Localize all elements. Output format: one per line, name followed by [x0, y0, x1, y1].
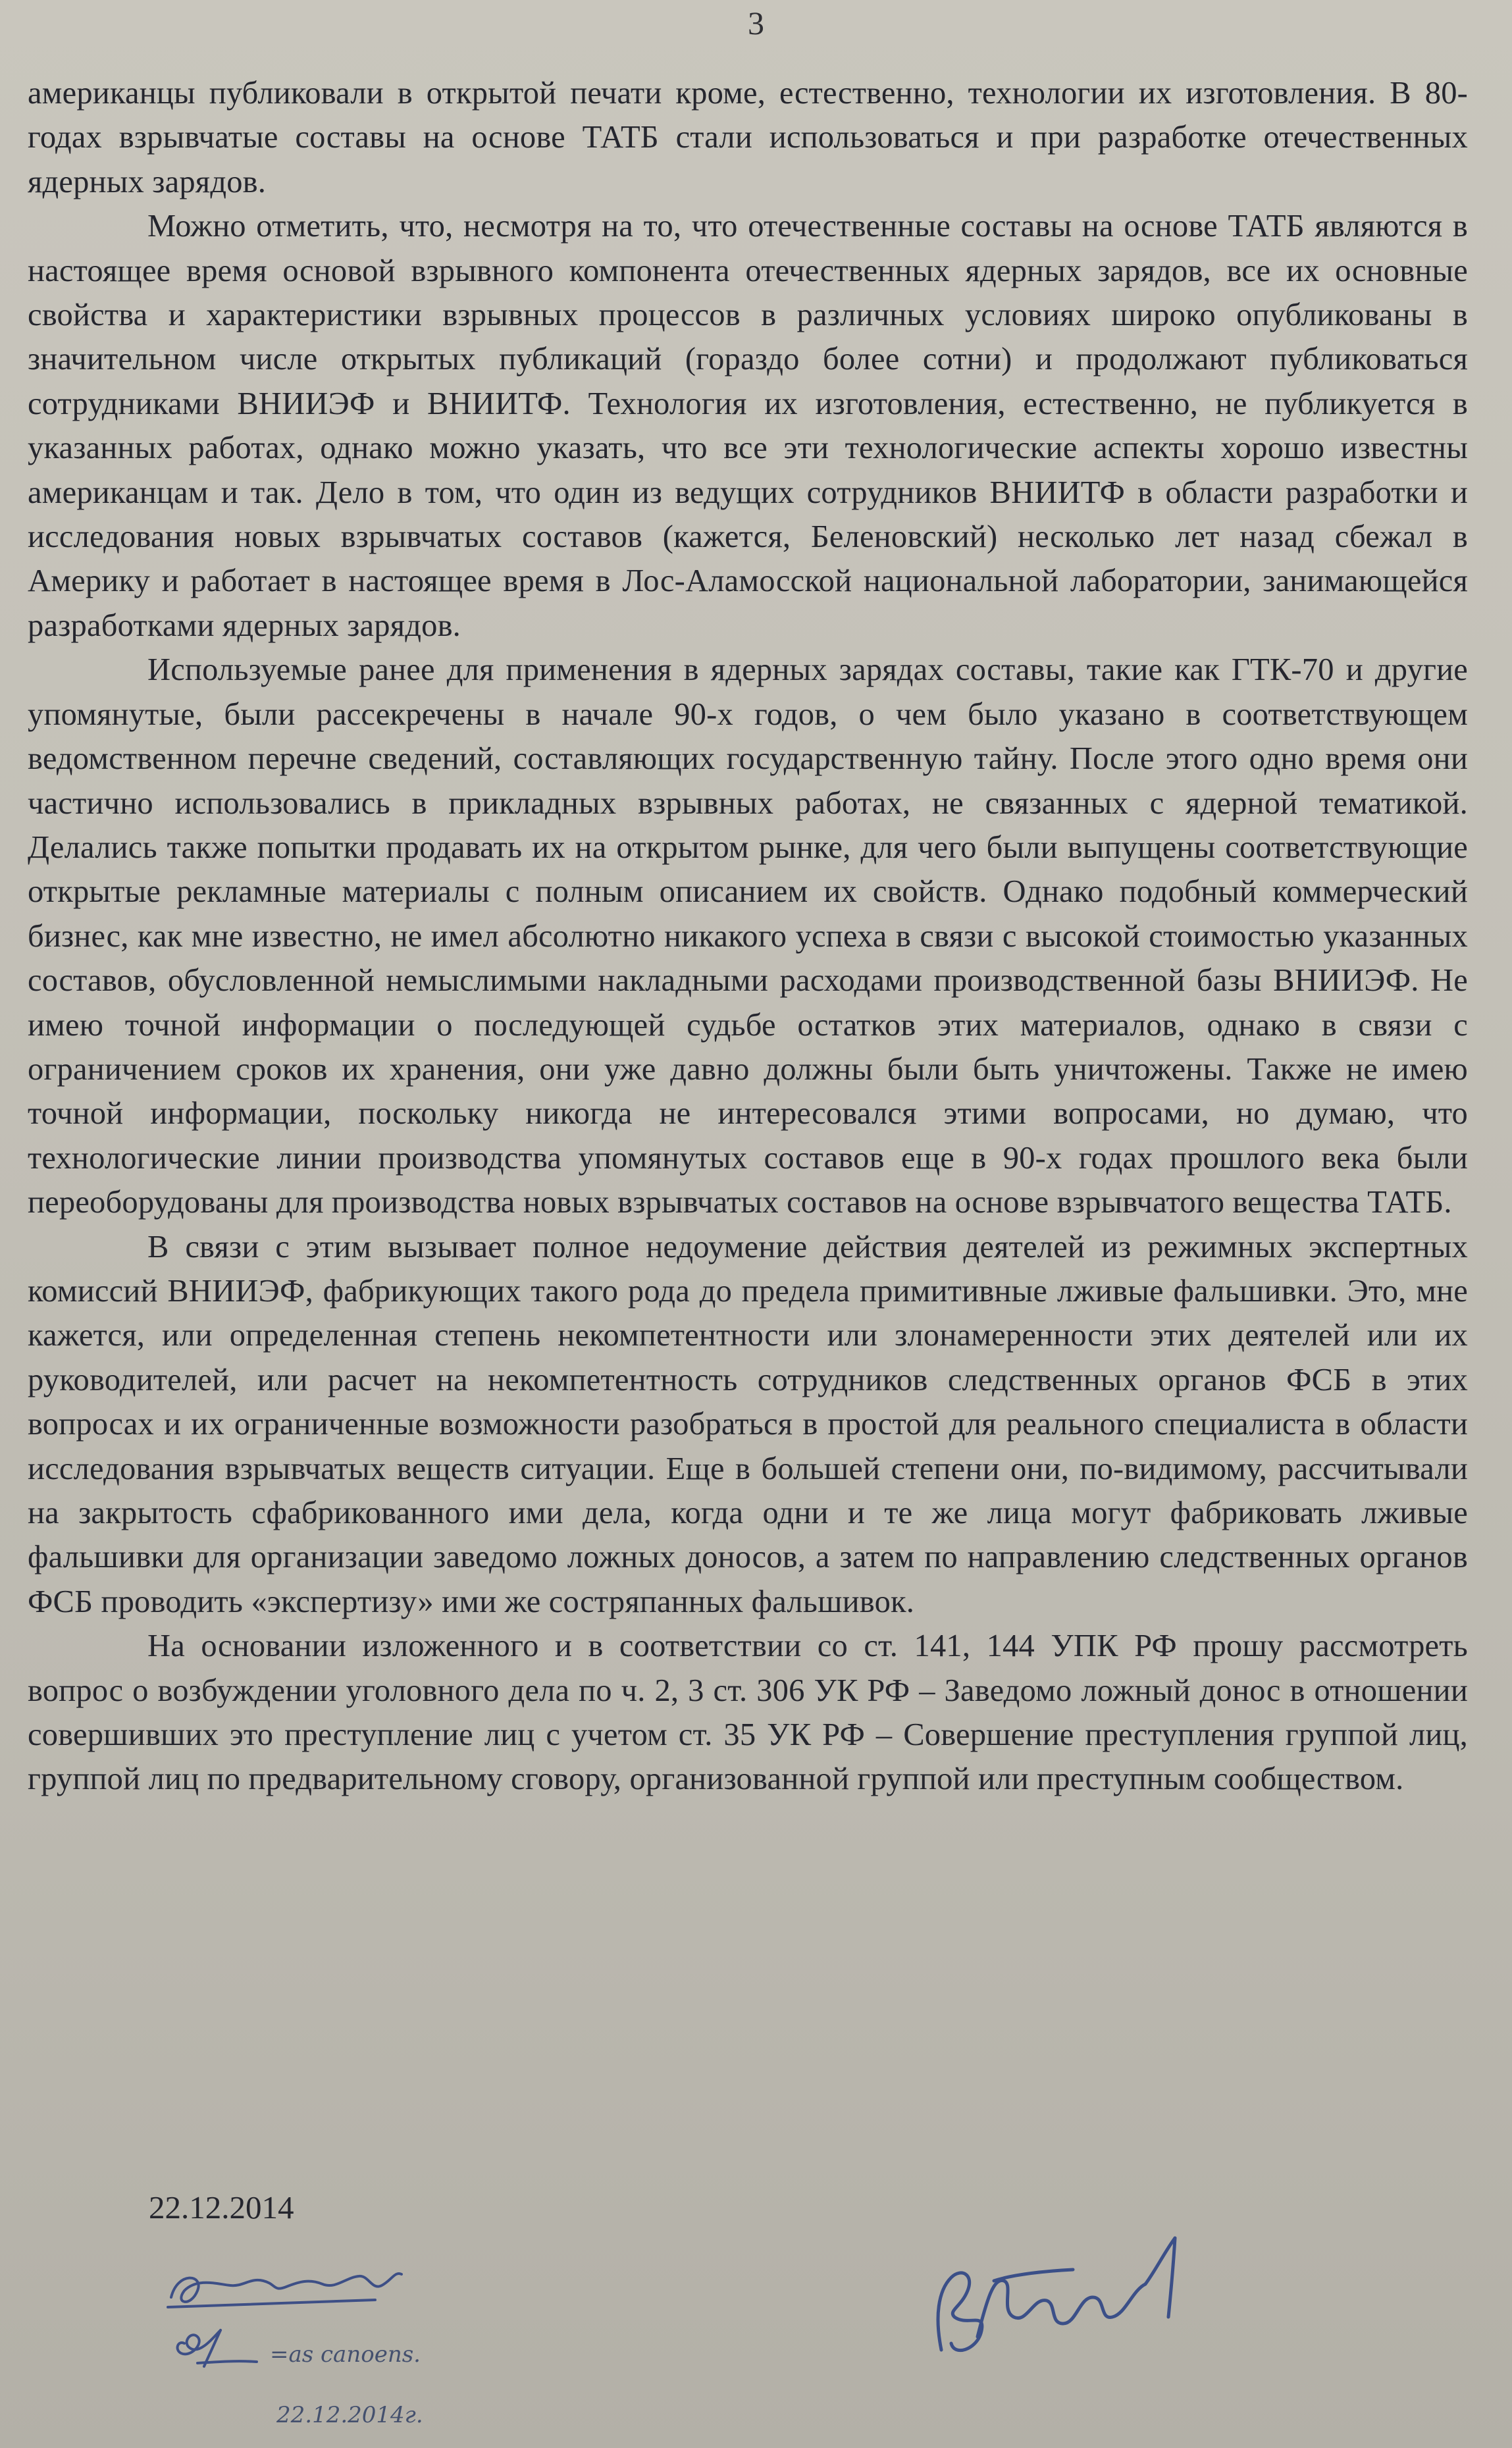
- paragraph-expert-commissions: В связи с этим вызывает полное недоумение действия деятелей из режимных экспертных комиссий ВНИИЭФ, фабрикующих такого рода до предела примитивные лживые фальшивки. Это, мне кажется, или определенная степень некомпетентности или злонамеренности этих деятелей или их руководителей, или расчет на некомпетентность сотрудников следственных органов ФСБ в этих вопросах и их ограниченные возможности разобраться в простой для реального специалиста в области исследования взрывчатых веществ ситуации. Еще в большей степени они, по-видимому, рассчитывали на закрытость сфабрикованного ими дела, когда одни и те же лица могут фабриковать лживые фальшивки для организации заведомо ложных доносов, а затем по направлению следственных органов ФСБ проводить «экспертизу» ими же состряпанных фальшивок.: [28, 1229, 1468, 1619]
- resolution-date: 22.12.2014г.: [276, 2402, 423, 2428]
- paragraph-declassified-compositions: Используемые ранее для применения в ядерных зарядах составы, такие как ГТК-70 и другие упомянутые, были рассекречены в начале 90-х годов, о чем было указано в соответствующем ведомственном перечне сведений, составляющих государственную тайну. После этого одно время они частично использовались в прикладных взрывных работах, не связанных с ядерной тематикой. Делались также попытки продавать их на открытом рынке, для чего были выпущены соответствующие открытые рекламные материалы с полным описанием их свойств. Однако подобный коммерческий бизнес, как мне известно, не имел абсолютно никакого успеха в связи с высокой стоимостью указанных составов, обусловленной немыслимыми накладными расходами производственной базы ВНИИЭФ. Не имею точной информации о последующей судьбе остатков этих материалов, однако в связи с ограничением сроков их хранения, они уже давно должны были быть уничтожены. Также не имею точной информации, поскольку никогда не интересовался этими вопросами, но думаю, что технологические линии производства упомянутых составов еще в 90-х годах прошлого века были переоборудованы для производства новых взрывчатых составов на основе взрывчатого вещества ТАТБ.: [28, 652, 1468, 1220]
- author-signature: [915, 2218, 1205, 2376]
- resolution-note: =as canoens.: [270, 2341, 421, 2368]
- document-date: 22.12.2014: [149, 2189, 294, 2226]
- page-number: 3: [748, 5, 764, 41]
- handwritten-resolution: [158, 2245, 632, 2442]
- document-body: [28, 71, 1468, 1802]
- paragraph-request: На основании изложенного и в соответствии со ст. 141, 144 УПК РФ прошу рассмотреть вопрос о возбуждении уголовного дела по ч. 2, 3 ст. 306 УК РФ – Заведомо ложный донос в отношении совершивших это преступление лиц с учетом ст. 35 УК РФ – Совершение преступления группой лиц, группой лиц по предварительному сговору, организованной группой или преступным сообществом.: [28, 1628, 1468, 1797]
- paragraph-continuation: американцы публиковали в открытой печати кроме, естественно, технологии их изготовления. В 80-годах взрывчатые составы на основе ТАТБ стали использоваться и при разработке отечественных ядерных зарядов.: [28, 76, 1468, 199]
- paragraph-tatb-publications: Можно отметить, что, несмотря на то, что отечественные составы на основе ТАТБ являются в настоящее время основой взрывного компонента отечественных ядерных зарядов, все их основные свойства и характеристики взрывных процессов в различных условиях широко опубликованы в значительном числе открытых публикаций (гораздо более сотни) и продолжают публиковаться сотрудниками ВНИИЭФ и ВНИИТФ. Технология их изготовления, естественно, не публикуется в указанных работах, однако можно указать, что все эти технологические аспекты хорошо известны американцам и так. Дело в том, что один из ведущих сотрудников ВНИИТФ в области разработки и исследования новых взрывчатых составов (кажется, Беленовский) несколько лет назад сбежал в Америку и работает в настоящее время в Лос-Аламосской национальной лаборатории, занимающейся разработками ядерных зарядов.: [28, 209, 1468, 643]
